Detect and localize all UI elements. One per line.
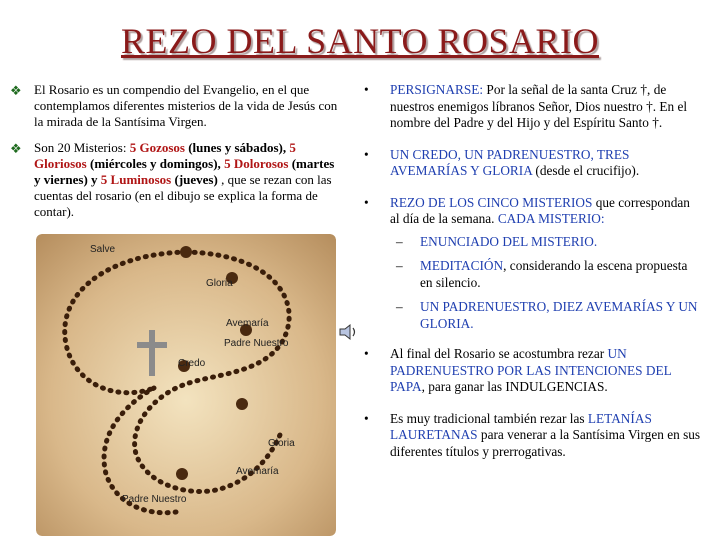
letanias-label: LETANÍAS LAURETANAS	[390, 410, 652, 442]
diamond-bullet-icon: ❖	[10, 141, 22, 156]
luminosos-label: 5 Luminosos	[100, 172, 172, 187]
speaker-icon[interactable]	[337, 320, 361, 344]
substep-oraciones	[362, 299, 702, 332]
dash-icon: –	[396, 299, 403, 314]
gloriosos-label: 5 Gloriosos	[34, 140, 296, 171]
label-gloria-bottom: Gloria	[268, 438, 295, 449]
gloria-bead-bottom	[236, 398, 248, 410]
bullet-icon: •	[364, 146, 369, 162]
label-avemaria-top: Avemaría	[226, 318, 269, 329]
oraciones-text: UN PADRENUESTRO, DIEZ AVEMARÍAS Y UN GLORIA.	[420, 299, 698, 331]
label-padre-bottom: Padre Nuestro	[122, 494, 187, 505]
label-credo: Credo	[178, 358, 206, 369]
right-column	[362, 82, 702, 475]
padre-bead-bottom	[176, 468, 188, 480]
rosary-illustration	[36, 234, 336, 536]
salve-bead	[180, 246, 192, 258]
gozosos-days: (lunes y sábados),	[184, 140, 290, 155]
dolorosos-label: 5 Dolorosos	[224, 156, 289, 171]
label-gloria-top: Gloria	[206, 278, 233, 289]
dash-icon: –	[396, 233, 403, 249]
page-title: REZO DEL SANTO ROSARIO	[120, 21, 599, 61]
left-item-misterios	[8, 140, 343, 220]
step-final	[362, 346, 702, 396]
letanias-text-c: para venerar a la Santísima Virgen en sus diferentes títulos y prerrogativas.	[390, 427, 701, 459]
bullet-icon: •	[364, 346, 369, 361]
rosario-description: El Rosario es un compendio del Evangelio, en el que contemplamos diferentes misterios de la vida de Jesús con la mirada de la Santísima Virgen.	[34, 82, 338, 129]
diamond-bullet-icon: ❖	[10, 83, 22, 98]
dolorosos-days: (martes y viernes)	[34, 156, 335, 187]
bullet-icon: •	[364, 410, 369, 426]
step-credo	[362, 147, 702, 180]
left-column	[8, 82, 343, 230]
and-text: y	[87, 172, 101, 187]
gloriosos-days: (miércoles y domingos),	[86, 156, 225, 171]
letanias-text-a: Es muy tradicional también rezar las	[390, 410, 588, 426]
credo-label: UN CREDO, UN PADRENUESTRO, TRES AVEMARÍAS Y GLORIA	[390, 146, 630, 178]
cada-misterio-label: CADA MISTERIO:	[497, 211, 605, 226]
enunciado-text: ENUNCIADO DEL MISTERIO.	[420, 233, 598, 249]
label-salve: Salve	[90, 244, 116, 255]
step-letanias	[362, 411, 702, 461]
misterios-text: que correspondan al día de la semana.	[390, 194, 690, 226]
gozosos-label: 5 Gozosos	[129, 140, 185, 155]
misterios-label: REZO DE LOS CINCO MISTERIOS	[390, 194, 593, 210]
meditacion-text: , considerando la escena propuesta en silencio.	[420, 258, 688, 290]
substep-enunciado	[362, 234, 702, 251]
luminosos-days: (jueves)	[171, 172, 218, 187]
final-text-a: Al final del Rosario se acostumbra rezar	[390, 346, 608, 361]
persignarse-label: PERSIGNARSE:	[390, 82, 484, 97]
misterios-intro: Son 20 Misterios:	[34, 140, 130, 155]
label-avemaria-bottom: Avemaría	[236, 466, 279, 477]
left-item-rosario	[8, 82, 343, 130]
step-persignarse	[362, 82, 702, 132]
misterios-outro: , que se rezan con las cuentas del rosario (en el dibujo se explica la forma de contar).	[34, 172, 332, 219]
credo-text: (desde el crucifijo).	[532, 163, 640, 178]
bullet-icon: •	[364, 82, 369, 97]
label-padre-top: Padre Nuestro	[224, 338, 289, 349]
rosary-diagram	[36, 234, 336, 536]
dash-icon: –	[396, 258, 403, 273]
step-misterios	[362, 195, 702, 228]
intenciones-papa-label: UN PADRENUESTRO POR LAS INTENCIONES DEL PAPA	[390, 346, 672, 394]
persignarse-text: Por la señal de la santa Cruz †, de nuestros enemigos líbranos Señor, Dios nuestro †. En el nombre del Padre y del Hijo y del Espíritu Santo †.	[390, 82, 688, 130]
substep-meditacion	[362, 258, 702, 291]
final-text-c: , para ganar las INDULGENCIAS.	[421, 379, 608, 394]
meditacion-label: MEDITACIÓN	[420, 258, 504, 273]
bullet-icon: •	[364, 194, 369, 210]
